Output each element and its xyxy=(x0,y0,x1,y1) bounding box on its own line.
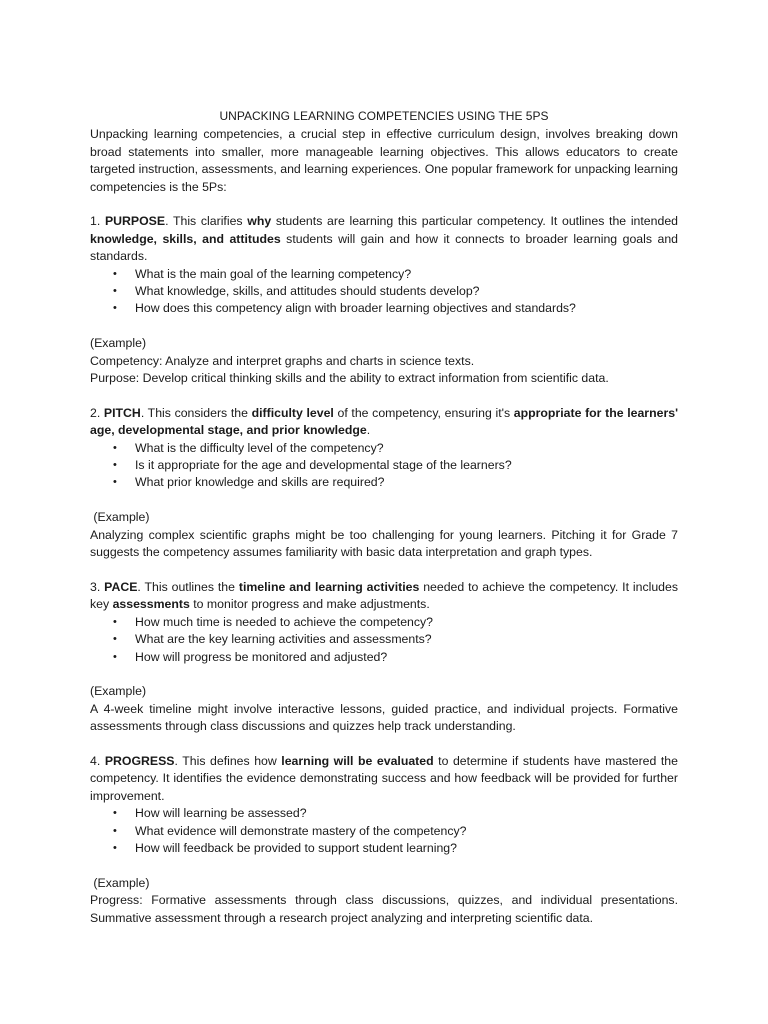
purpose-example-competency: Competency: Analyze and interpret graphs and charts in science texts. xyxy=(90,353,475,368)
list-item: • Is it appropriate for the age and developmental stage of the learners? xyxy=(90,457,678,474)
purpose-label: PURPOSE xyxy=(104,214,166,229)
pitch-example-label: (Example) xyxy=(90,510,150,525)
list-item: • How much time is needed to achieve the competency? xyxy=(90,614,678,631)
pace-question-list xyxy=(90,614,678,666)
pace-example-label: (Example) xyxy=(90,684,147,699)
list-item: • How does this competency align with broader learning objectives and standards? xyxy=(90,300,678,317)
document-page xyxy=(90,108,678,927)
pitch-question-list xyxy=(90,440,678,492)
progress-question-list xyxy=(90,805,678,857)
document-title: UNPACKING LEARNING COMPETENCIES USING THE 5PS xyxy=(219,109,549,123)
list-item: • How will learning be assessed? xyxy=(90,805,678,822)
pitch-label: PITCH xyxy=(103,405,141,420)
list-item: • What is the main goal of the learning competency? xyxy=(90,266,678,283)
progress-heading-paragraph: 4. PROGRESS. This defines how learning will be evaluated to determine if students have mastered the competency. It identifies the evidence demonstrating success and how feedback will be provided for further improvement. xyxy=(90,753,678,803)
progress-label: PROGRESS xyxy=(104,753,175,768)
pace-label: PACE xyxy=(104,579,138,594)
purpose-question-list xyxy=(90,266,678,318)
pitch-example-text: Analyzing complex scientific graphs might be too challenging for young learners. Pitching it for Grade 7 suggests the competency assumes familiarity with basic data interpretation and graph types. xyxy=(90,527,678,560)
pace-heading-paragraph: 3. PACE. This outlines the timeline and learning activities needed to achieve the competency. It includes key assessments to monitor progress and make adjustments. xyxy=(90,579,679,612)
list-item: • What is the difficulty level of the competency? xyxy=(90,440,678,457)
purpose-heading-paragraph: 1. PURPOSE. This clarifies why students are learning this particular competency. It outlines the intended knowledge, skills, and attitudes students will gain and how it connects to broader learning goals and standards. xyxy=(90,214,679,264)
list-item: • How will progress be monitored and adjusted? xyxy=(90,649,678,666)
purpose-example-label: (Example) xyxy=(90,336,147,351)
pitch-heading-paragraph: 2. PITCH. This considers the difficulty level of the competency, ensuring it's appropriate for the learners' age, developmental stage, and prior knowledge. xyxy=(90,405,678,438)
progress-example-text: Progress: Formative assessments through class discussions, quizzes, and individual presentations. Summative assessment through a research project analyzing and interpreting scientific data. xyxy=(90,893,678,925)
list-item: • How will feedback be provided to support student learning? xyxy=(90,840,678,857)
list-item: • What knowledge, skills, and attitudes should students develop? xyxy=(90,283,678,300)
list-item: • What prior knowledge and skills are required? xyxy=(90,474,678,491)
progress-example-label: (Example) xyxy=(90,875,150,890)
list-item: • What are the key learning activities and assessments? xyxy=(90,631,678,648)
pace-example-text: A 4-week timeline might involve interactive lessons, guided practice, and individual projects. Formative assessments through class discussions and quizzes help track understanding. xyxy=(90,701,678,734)
list-item: • What evidence will demonstrate mastery of the competency? xyxy=(90,823,678,840)
purpose-example-purpose: Purpose: Develop critical thinking skills and the ability to extract information from scientific data. xyxy=(90,371,609,386)
intro-paragraph: Unpacking learning competencies, a crucial step in effective curriculum design, involves breaking down broad statements into smaller, more manageable learning objectives. This allows educators to create targeted instruction, assessments, and learning experiences. One popular framework for unpacking learning competencies is the 5Ps: xyxy=(90,127,678,194)
